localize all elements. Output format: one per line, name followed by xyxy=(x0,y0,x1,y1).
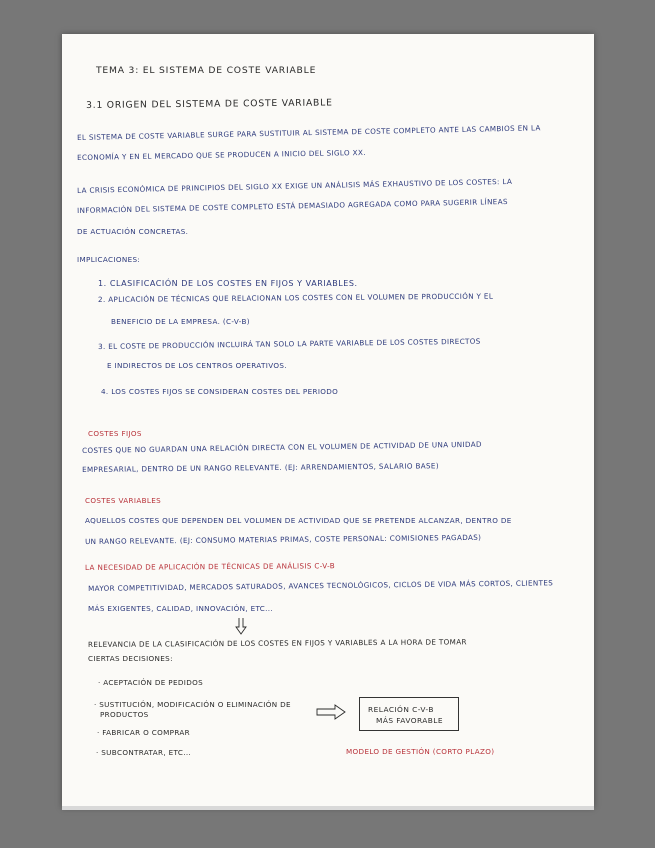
bullet-item: · SUSTITUCIÓN, MODIFICACIÓN O ELIMINACIÓN DE xyxy=(94,700,291,709)
page-title: TEMA 3: EL SISTEMA DE COSTE VARIABLE xyxy=(96,65,317,76)
section-heading-red: LA NECESIDAD DE APLICACIÓN DE TÉCNICAS DE ANÁLISIS C-V-B xyxy=(84,561,336,572)
bullet-item: · SUBCONTRATAR, ETC... xyxy=(96,748,192,757)
arrow-right-icon xyxy=(316,704,346,720)
list-item: 4. LOS COSTES FIJOS SE CONSIDERAN COSTES DEL PERIODO xyxy=(101,387,339,396)
page-edge xyxy=(62,806,594,810)
list-heading: IMPLICACIONES: xyxy=(77,255,141,264)
bullet-item: · FABRICAR O COMPRAR xyxy=(97,728,190,737)
definition-line: EMPRESARIAL, DENTRO DE UN RANGO RELEVANTE. (EJ: ARRENDAMIENTOS, SALARIO BASE) xyxy=(81,461,440,474)
bullet-item-cont: PRODUCTOS xyxy=(100,710,149,719)
intro-line: EL SISTEMA DE COSTE VARIABLE SURGE PARA SUSTITUIR AL SISTEMA DE COSTE COMPLETO ANTE LAS CAMBIOS EN LA xyxy=(76,123,541,142)
box-line: MÁS FAVORABLE xyxy=(376,716,443,725)
list-item: 1. CLASIFICACIÓN DE LOS COSTES EN FIJOS Y VARIABLES. xyxy=(98,279,358,288)
intro-line: LA CRISIS ECONÓMICA DE PRINCIPIOS DEL SIGLO XX EXIGE UN ANÁLISIS MÁS EXHAUSTIVO DE LOS COSTES: LA xyxy=(76,176,513,195)
arrow-down-icon xyxy=(235,617,247,635)
list-item-cont: E INDIRECTOS DE LOS CENTROS OPERATIVOS. xyxy=(107,361,287,370)
definition-line: COSTES QUE NO GUARDAN UNA RELACIÓN DIRECTA CON EL VOLUMEN DE ACTIVIDAD DE UNA UNIDAD xyxy=(81,439,482,455)
bullet-item: · ACEPTACIÓN DE PEDIDOS xyxy=(98,678,204,687)
section-heading: 3.1 ORIGEN DEL SISTEMA DE COSTE VARIABLE xyxy=(85,97,333,111)
body-line: MAYOR COMPETITIVIDAD, MERCADOS SATURADOS, AVANCES TECNOLÓGICOS, CICLOS DE VIDA MÁS CORTOS, CLIENTES xyxy=(87,578,554,593)
intro-line: DE ACTUACIÓN CONCRETAS. xyxy=(77,227,189,236)
box-line: RELACIÓN C-V-B xyxy=(368,705,434,714)
definition-line: UN RANGO RELEVANTE. (EJ: CONSUMO MATERIAS PRIMAS, COSTE PERSONAL: COMISIONES PAGADAS) xyxy=(84,532,482,546)
conclusion-line: CIERTAS DECISIONES: xyxy=(88,654,173,663)
conclusion-line: RELEVANCIA DE LA CLASIFICACIÓN DE LOS COSTES EN FIJOS Y VARIABLES A LA HORA DE TOMAR xyxy=(87,637,467,649)
result-box xyxy=(359,697,459,731)
definition-line: AQUELLOS COSTES QUE DEPENDEN DEL VOLUMEN DE ACTIVIDAD QUE SE PRETENDE ALCANZAR, DENTRO DE xyxy=(85,516,512,525)
list-item: 2. APLICACIÓN DE TÉCNICAS QUE RELACIONAN LOS COSTES CON EL VOLUMEN DE PRODUCCIÓN Y EL xyxy=(97,291,494,304)
intro-line: INFORMACIÓN DEL SISTEMA DE COSTE COMPLETO ESTÁ DEMASIADO AGREGADA COMO PARA SUGERIR LÍNEAS xyxy=(76,196,508,215)
list-item-cont: BENEFICIO DE LA EMPRESA. (C-V-B) xyxy=(111,317,250,326)
section-heading-red: COSTES FIJOS xyxy=(88,429,142,438)
model-caption: MODELO DE GESTIÓN (CORTO PLAZO) xyxy=(346,747,495,756)
list-item: 3. EL COSTE DE PRODUCCIÓN INCLUIRÁ TAN SOLO LA PARTE VARIABLE DE LOS COSTES DIRECTOS xyxy=(97,336,481,351)
intro-line: ECONOMÍA Y EN EL MERCADO QUE SE PRODUCEN A INICIO DEL SIGLO XX. xyxy=(76,147,366,162)
section-heading-red: COSTES VARIABLES xyxy=(85,496,162,505)
body-line: MÁS EXIGENTES, CALIDAD, INNOVACIÓN, ETC... xyxy=(88,604,274,613)
